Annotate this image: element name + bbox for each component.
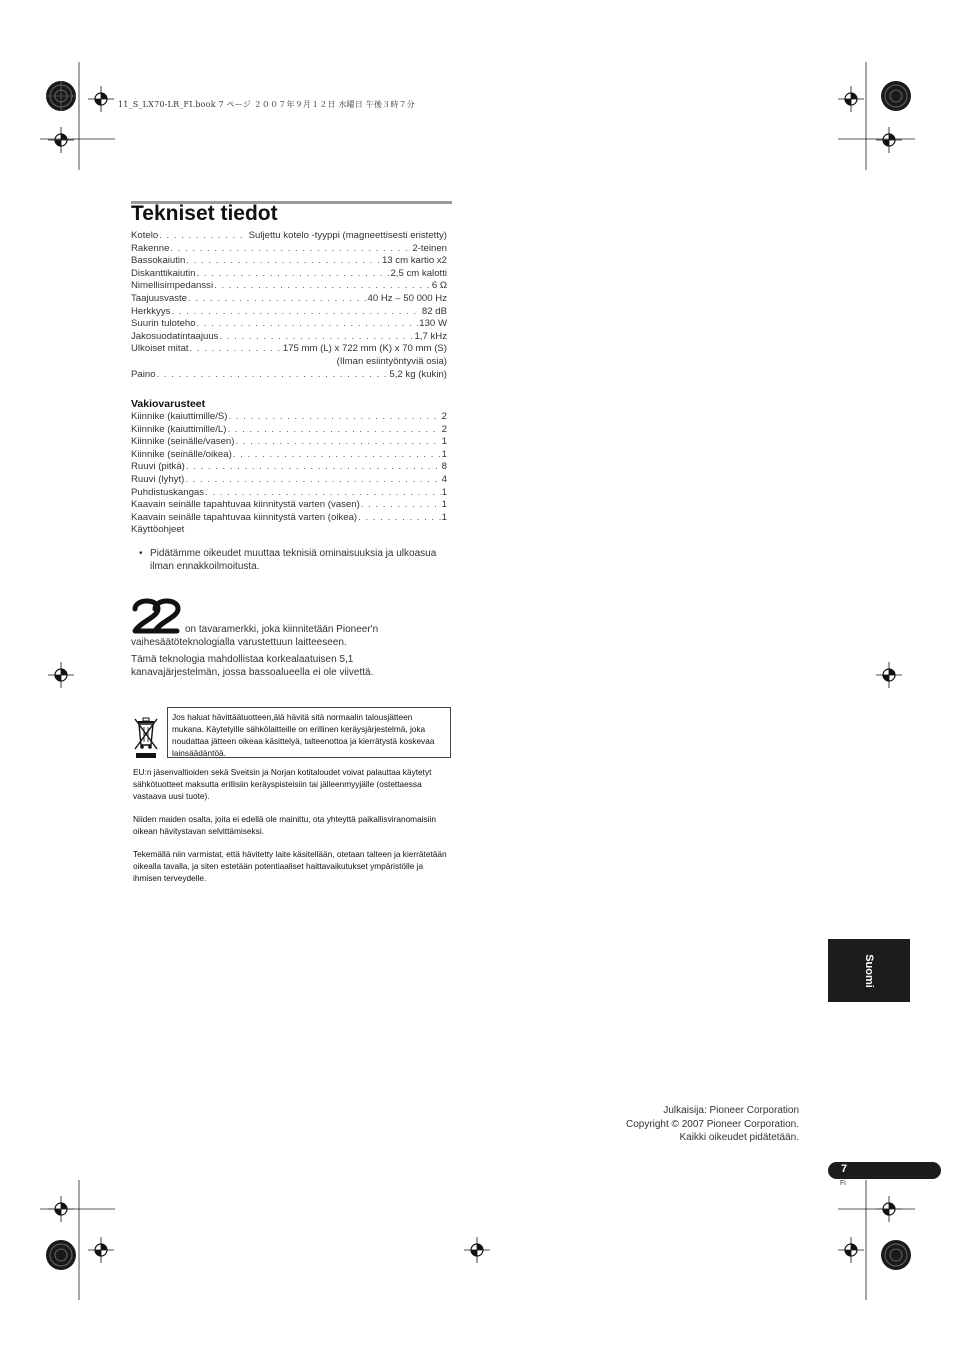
language-tab-label: Suomi bbox=[863, 953, 875, 988]
rights-line: Kaikki oikeudet pidätetään. bbox=[679, 1132, 799, 1143]
bullet-icon: • bbox=[139, 548, 143, 559]
accessory-row bbox=[131, 512, 447, 525]
accessory-label: Käyttöohjeet bbox=[131, 524, 185, 536]
spec-row bbox=[131, 306, 447, 319]
language-tab bbox=[828, 939, 910, 1002]
spec-label: Kotelo bbox=[131, 230, 159, 241]
spec-label: Herkkyys bbox=[131, 305, 171, 317]
accessories-heading: Vakiovarusteet bbox=[131, 398, 206, 410]
weee-paragraph: Niiden maiden osalta, joita ei edellä ole mainittu, ota yhteyttä paikallisviranomaisiin oikean hävitystavan selvittämiseksi. bbox=[133, 814, 436, 836]
spec-value: 82 dB bbox=[421, 305, 447, 317]
accessory-label: Kiinnike (kaiuttimille/L) bbox=[131, 423, 227, 435]
spec-label: Taajuusvaste bbox=[131, 292, 187, 304]
weee-paragraph: EU:n jäsenvaltioiden sekä Sveitsin ja Norjan kotitaloudet voivat palauttaa käytetyt sähkötuotteet maksutta erillisiin keräyspisteisiin tai jälleenmyyjälle (ostettaessa vastaava uusi tuote). bbox=[133, 767, 432, 801]
spec-value: 5,2 kg (kukin) bbox=[389, 368, 447, 380]
spec-label: Nimellisimpedanssi bbox=[131, 280, 214, 292]
accessory-label: Kiinnike (seinälle/oikea) bbox=[131, 448, 232, 460]
accessory-qty: 4 bbox=[441, 473, 447, 485]
accessory-qty: 8 bbox=[441, 461, 447, 473]
note-text: Pidätämme oikeudet muuttaa teknisiä ominaisuuksia ja ulkoasua ilman ennakkoilmoitusta. bbox=[150, 548, 437, 572]
print-header-line: 11_S_LX70-LR_FI.book 7 ページ ２００７年９月１２日 水曜日 午後３時７分 bbox=[118, 100, 415, 109]
spec-row bbox=[131, 343, 447, 356]
accessories-list bbox=[131, 411, 447, 537]
weee-paragraph: Tekemällä niin varmistat, että hävitetty laite käsitellään, otetaan talteen ja kierrätetään oikealla tavalla, ja siten estetään potentiaaliset haittavaikutukset ympäristölle ja ihmisen terveydelle. bbox=[133, 849, 447, 883]
spec-value: 2,5 cm kalotti bbox=[390, 267, 447, 279]
accessory-row bbox=[131, 524, 447, 537]
spec-value: 175 mm (L) x 722 mm (K) x 70 mm (S) bbox=[282, 343, 447, 355]
spec-value: Suljettu kotelo -tyyppi (magneettisesti eristetty) bbox=[248, 230, 447, 241]
accessory-label: Ruuvi (pitkä) bbox=[131, 461, 185, 473]
trademark-text: on tavaramerkki, joka kiinnitetään Pioneer'n vaihesäätöteknologialla varustettuun laitteeseen. bbox=[131, 624, 379, 648]
spec-row bbox=[131, 331, 447, 344]
spec-label: Bassokaiutin bbox=[131, 255, 186, 267]
accessory-qty: 1 bbox=[441, 511, 447, 523]
spec-value: 1,7 kHz bbox=[414, 330, 447, 342]
spec-label: Paino bbox=[131, 368, 156, 380]
spec-row-continuation bbox=[131, 356, 447, 369]
accessory-qty: 1 bbox=[441, 448, 447, 460]
spec-row bbox=[131, 369, 447, 382]
spec-list bbox=[131, 230, 447, 381]
spec-value: 2-teinen bbox=[412, 242, 447, 254]
spec-row bbox=[131, 230, 447, 243]
spec-value: 6 Ω bbox=[431, 280, 447, 292]
accessory-row bbox=[131, 474, 447, 487]
spec-row bbox=[131, 293, 447, 306]
accessory-label: Puhdistuskangas bbox=[131, 486, 205, 498]
accessory-row bbox=[131, 424, 447, 437]
page-number: 7 bbox=[841, 1163, 848, 1175]
spec-row bbox=[131, 268, 447, 281]
accessory-label: Kaavain seinälle tapahtuvaa kiinnitystä varten (oikea) bbox=[131, 511, 358, 523]
accessory-row bbox=[131, 449, 447, 462]
page-language-code: Fi bbox=[840, 1180, 846, 1187]
spec-row bbox=[131, 318, 447, 331]
spec-label: Jakosuodatintaajuus bbox=[131, 330, 219, 342]
accessory-row bbox=[131, 499, 447, 512]
crossed-bin-icon bbox=[133, 715, 159, 764]
copyright-line: Copyright © 2007 Pioneer Corporation. bbox=[625, 1118, 799, 1130]
spec-value: (Ilman esiintyöntyviä osia) bbox=[336, 355, 447, 367]
spec-label: Diskanttikaiutin bbox=[131, 267, 196, 279]
technology-text: Tämä teknologia mahdollistaa korkealaatuisen 5,1 kanavajärjestelmän, jossa bassoalueella ei ole viivettä. bbox=[131, 654, 374, 678]
publisher-line: Julkaisija: Pioneer Corporation bbox=[663, 1105, 799, 1116]
page-title: Tekniset tiedot bbox=[131, 202, 278, 225]
spec-value: 40 Hz – 50 000 Hz bbox=[367, 292, 447, 304]
spec-row bbox=[131, 280, 447, 293]
spec-value: 130 W bbox=[419, 318, 447, 330]
accessory-qty: 2 bbox=[441, 423, 447, 435]
page-number-pill bbox=[828, 1162, 941, 1179]
spec-label: Ulkoiset mitat bbox=[131, 343, 189, 355]
publisher-block bbox=[590, 1104, 799, 1145]
spec-row bbox=[131, 255, 447, 268]
spec-label: Rakenne bbox=[131, 242, 170, 254]
spec-value: 13 cm kartio x2 bbox=[381, 255, 447, 267]
accessory-row bbox=[131, 411, 447, 424]
spec-row bbox=[131, 243, 447, 256]
accessory-qty: 1 bbox=[441, 486, 447, 498]
accessory-label: Ruuvi (lyhyt) bbox=[131, 473, 185, 485]
accessory-row bbox=[131, 487, 447, 500]
accessory-qty: 1 bbox=[441, 499, 447, 511]
weee-notice-box: Jos haluat hävittäätuotteen,älä hävitä sitä normaalin talousjätteen mukana. Käytetyille sähkölaitteille on erillinen keräysjärjestelmä, joka noudattaa jätteen oikeaa käsittelyä, talteenottoa ja kierrätystä koskevaa lainsäädäntöä. bbox=[167, 707, 451, 758]
accessory-row bbox=[131, 461, 447, 474]
accessory-qty: 1 bbox=[441, 436, 447, 448]
accessory-row bbox=[131, 436, 447, 449]
spec-label: Suurin tuloteho bbox=[131, 318, 196, 330]
accessory-label: Kiinnike (kaiuttimille/S) bbox=[131, 411, 228, 422]
accessory-label: Kiinnike (seinälle/vasen) bbox=[131, 436, 235, 448]
accessory-label: Kaavain seinälle tapahtuvaa kiinnitystä varten (vasen) bbox=[131, 499, 360, 511]
accessory-qty: 2 bbox=[441, 411, 447, 422]
spec-change-note bbox=[139, 547, 439, 573]
